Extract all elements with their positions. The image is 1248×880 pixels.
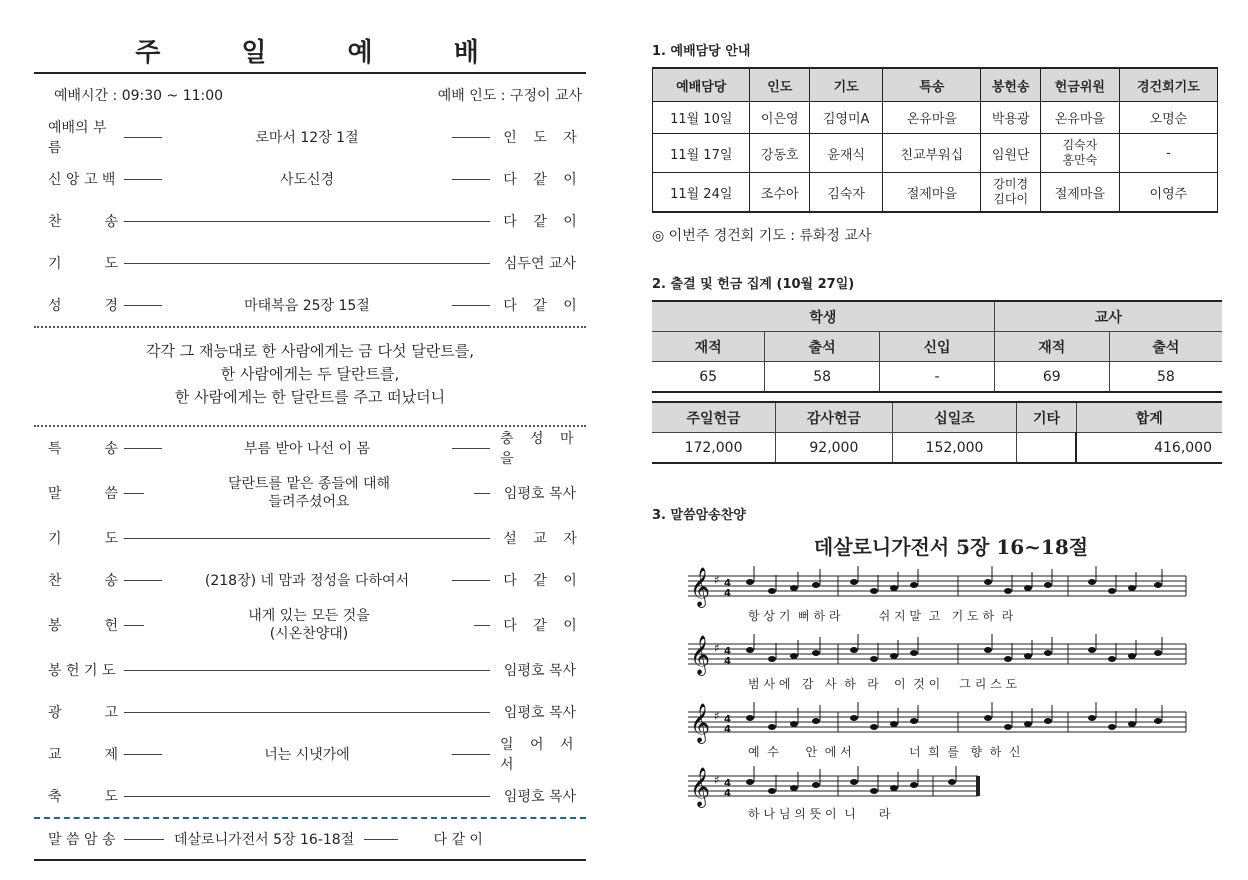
note-head	[1088, 579, 1096, 585]
note-head	[1128, 653, 1136, 659]
table-row	[653, 102, 1218, 134]
connector-line	[124, 796, 490, 797]
order-person	[490, 253, 586, 273]
connector-line	[452, 580, 490, 581]
order-label	[34, 786, 124, 806]
table-header: 재적	[994, 332, 1109, 362]
note-head	[790, 721, 798, 727]
order-row	[34, 601, 586, 649]
order-detail-line: 사도신경	[279, 172, 335, 188]
order-row	[34, 427, 586, 469]
table-cell: 절제마을	[1040, 173, 1119, 213]
table-header: 특송	[883, 68, 981, 102]
order-row	[34, 242, 586, 284]
note-head	[890, 653, 898, 659]
connector-line	[452, 137, 490, 138]
order-list-2	[34, 427, 586, 817]
table-cell: 65	[652, 362, 765, 393]
table-cell	[981, 173, 1041, 213]
order-person	[490, 483, 586, 503]
order-label-text: 신 앙 고 백	[48, 172, 116, 188]
section-heading: 3. 말씀암송찬양	[652, 508, 746, 523]
note-head	[850, 579, 858, 585]
order-person-text: 임평호 목사	[503, 663, 576, 679]
table-header: 기타	[1017, 402, 1076, 433]
table-cell: 이은영	[750, 102, 810, 134]
note-head	[746, 715, 754, 721]
table-cell: 강동호	[750, 134, 810, 173]
order-person: 다 같 이	[433, 832, 483, 848]
table-row	[653, 173, 1218, 213]
verse-line: 각각 그 재능대로 한 사람에게는 금 다섯 달란트를,	[146, 342, 474, 360]
order-row	[34, 158, 586, 200]
note-head	[790, 785, 798, 791]
table-cell	[1017, 433, 1076, 464]
order-detail-line: 내게 있는 모든 것을	[248, 608, 370, 624]
section-heading: 1. 예배담당 안내	[652, 44, 751, 59]
lyrics-line: 항 상 기 뻐 하 라 쉬 지 말 고 기 도 하 라	[748, 609, 1014, 623]
note-head	[910, 718, 918, 724]
table-cell: 친교부워십	[883, 134, 981, 173]
treble-clef: 𝄞	[690, 635, 711, 675]
note-head	[746, 779, 754, 785]
order-person-text: 임평호 목사	[503, 789, 576, 805]
table-cell: 11월 10일	[653, 102, 750, 134]
note-head	[890, 721, 898, 727]
order-person	[490, 734, 586, 774]
order-label	[34, 211, 124, 231]
service-info	[34, 74, 586, 116]
order-detail	[144, 607, 474, 643]
table-cell: 박용광	[981, 102, 1041, 134]
duty-table	[652, 67, 1218, 213]
connector-line	[124, 221, 490, 222]
order-row	[34, 733, 586, 775]
order-person-text: 설 교 자	[503, 531, 583, 547]
order-detail	[162, 127, 452, 147]
table-cell: 11월 17일	[653, 134, 750, 173]
note-head	[768, 788, 776, 794]
cell-line: 홍만숙	[1062, 153, 1098, 167]
order-person	[490, 660, 586, 680]
order-label-text: 찬	[48, 214, 62, 230]
order-label-text: 봉 헌 기 도	[48, 663, 116, 679]
order-person	[490, 428, 586, 468]
order-person-text: 인 도 자	[503, 130, 583, 146]
note-head	[870, 788, 878, 794]
time-signature: 4	[724, 656, 731, 667]
connector-line	[452, 448, 490, 449]
table-cell: 김영미A	[810, 102, 883, 134]
note-head	[1108, 656, 1116, 662]
prayer-note: ◎ 이번주 경건회 기도 : 류화정 교사	[652, 228, 872, 244]
note-head	[812, 650, 820, 656]
music-score	[688, 564, 1208, 834]
connector-line	[124, 493, 144, 494]
note-head	[790, 585, 798, 591]
table-header: 경건회기도	[1119, 68, 1217, 102]
table-cell: 152,000	[892, 433, 1017, 464]
order-row	[34, 517, 586, 559]
note-head	[1088, 647, 1096, 653]
order-label-text: 기	[48, 256, 62, 272]
table-cell: 416,000	[1076, 433, 1222, 464]
time-signature: 4	[724, 646, 731, 657]
order-label-text: 봉	[48, 618, 62, 634]
order-detail-line: 달란트를 맡은 종들에 대해	[227, 476, 391, 492]
order-detail-line: 너는 시냇가에	[264, 747, 350, 763]
order-person-text: 충 성 마 을	[500, 431, 580, 467]
order-label-text: 송	[104, 573, 118, 589]
note-head	[1024, 585, 1032, 591]
order-person	[490, 570, 586, 590]
table-cell: 오명순	[1119, 102, 1217, 134]
table-row	[653, 134, 1218, 173]
note-head	[1154, 582, 1162, 588]
order-label	[34, 744, 124, 764]
order-person-text: 다 같 이	[503, 214, 583, 230]
key-signature: ♯	[714, 573, 720, 587]
scripture-verse	[34, 328, 586, 425]
connector-line	[124, 670, 490, 671]
treble-clef: 𝄞	[690, 767, 711, 807]
order-label-text: 헌	[104, 618, 118, 634]
cell-line: 김숙자	[1062, 138, 1098, 152]
table-cell: 절제마을	[883, 173, 981, 213]
note-head	[910, 782, 918, 788]
treble-clef: 𝄞	[690, 703, 711, 743]
service-leader: 예배 인도 : 구정이 교사	[437, 88, 582, 104]
note-head	[910, 650, 918, 656]
connector-line	[124, 137, 162, 138]
note-head	[1004, 588, 1012, 594]
section-heading: 2. 출결 및 헌금 집계 (10월 27일)	[652, 277, 855, 292]
connector-line	[452, 179, 490, 180]
order-person	[490, 211, 586, 231]
order-person-text: 임평호 목사	[503, 486, 576, 502]
note-head	[910, 582, 918, 588]
order-person-text: 다 같 이	[503, 573, 583, 589]
table-cell: -	[880, 362, 995, 393]
table-cell: 58	[765, 362, 880, 393]
order-label-text: 도	[104, 256, 118, 272]
note-head	[790, 653, 798, 659]
order-person	[490, 169, 586, 189]
group-student: 학생	[652, 301, 994, 332]
order-row	[34, 284, 586, 326]
cell-line: 김다이	[993, 192, 1029, 206]
order-row	[34, 116, 586, 158]
order-row	[34, 559, 586, 601]
order-person-text: 심두연 교사	[503, 256, 576, 272]
table-header: 인도	[750, 68, 810, 102]
connector-line	[364, 839, 398, 840]
note-head	[768, 588, 776, 594]
order-person-text: 다 같 이	[503, 298, 583, 314]
order-detail-line: (218장) 네 맘과 정성을 다하여서	[204, 573, 410, 589]
verse-line: 한 사람에게는 두 달란트를,	[220, 365, 400, 383]
table-header: 주일헌금	[652, 402, 776, 433]
connector-line	[452, 754, 490, 755]
note-head	[1154, 650, 1162, 656]
note-head	[850, 715, 858, 721]
note-head	[746, 647, 754, 653]
table-header: 예배담당	[653, 68, 750, 102]
note-head	[812, 582, 820, 588]
order-person-text: 일 어 서 서	[500, 737, 580, 773]
order-person-text: 다 같 이	[503, 172, 583, 188]
order-label	[34, 295, 124, 315]
order-label	[34, 660, 124, 680]
table-cell: -	[1119, 134, 1217, 173]
table-header: 기도	[810, 68, 883, 102]
table-cell: 58	[1109, 362, 1222, 393]
order-label-text: 성	[48, 298, 62, 314]
table-header: 봉헌송	[981, 68, 1041, 102]
note-head	[746, 579, 754, 585]
note-head	[870, 724, 878, 730]
note-head	[1108, 724, 1116, 730]
order-label-text: 찬	[48, 573, 62, 589]
table-cell: 172,000	[652, 433, 776, 464]
order-row	[34, 775, 586, 817]
order-row	[34, 691, 586, 733]
treble-clef: 𝄞	[690, 567, 711, 607]
time-signature: 4	[724, 724, 731, 735]
order-list-1	[34, 116, 586, 326]
table-cell: 69	[994, 362, 1109, 393]
table-cell: 조수아	[750, 173, 810, 213]
time-signature: 4	[724, 788, 731, 799]
order-detail	[162, 744, 452, 764]
note-head	[812, 718, 820, 724]
note-head	[1024, 653, 1032, 659]
connector-line	[124, 839, 164, 840]
time-signature: 4	[724, 588, 731, 599]
note-head	[890, 785, 898, 791]
note-head	[812, 782, 820, 788]
order-detail	[144, 475, 474, 511]
note-head	[1024, 721, 1032, 727]
table-header: 출석	[765, 332, 880, 362]
connector-line	[124, 538, 490, 539]
table-cell: 온유마을	[883, 102, 981, 134]
order-row	[34, 649, 586, 691]
order-row	[34, 469, 586, 517]
order-label	[34, 253, 124, 273]
key-signature: ♯	[714, 709, 720, 723]
order-label	[34, 169, 124, 189]
table-cell: 김숙자	[810, 173, 883, 213]
order-label-text: 도	[104, 531, 118, 547]
order-label	[34, 528, 124, 548]
order-label-text: 말	[48, 486, 62, 502]
order-person-text: 임평호 목사	[503, 705, 576, 721]
connector-line	[124, 263, 490, 264]
note-head	[1128, 585, 1136, 591]
order-detail	[162, 169, 452, 189]
cell-line: 강미경	[993, 177, 1029, 191]
order-detail	[162, 570, 452, 590]
order-person	[490, 702, 586, 722]
verse-line: 한 사람에게는 한 달란트를 주고 떠났더니	[174, 388, 446, 406]
note-head	[1108, 588, 1116, 594]
order-label	[34, 117, 124, 157]
order-label-text: 씀	[104, 486, 118, 502]
table-header: 감사헌금	[776, 402, 893, 433]
note-head	[768, 656, 776, 662]
order-label-text: 도	[104, 789, 118, 805]
time-signature: 4	[724, 778, 731, 789]
note-head	[984, 715, 992, 721]
note-head	[768, 724, 776, 730]
order-detail-line: (시온찬양대)	[269, 626, 349, 642]
note-head	[948, 779, 956, 785]
table-header: 재적	[652, 332, 765, 362]
order-label-text: 특	[48, 441, 62, 457]
note-head	[1044, 650, 1052, 656]
time-signature: 4	[724, 578, 731, 589]
note-head	[1004, 656, 1012, 662]
order-detail-line: 부름 받아 나선 이 몸	[244, 441, 370, 457]
connector-line	[124, 305, 162, 306]
note-head	[984, 647, 992, 653]
divider	[34, 859, 586, 861]
group-teacher: 교사	[994, 301, 1222, 332]
table-header: 헌금위원	[1040, 68, 1119, 102]
order-person	[490, 295, 586, 315]
connector-line	[124, 580, 162, 581]
key-signature: ♯	[714, 641, 720, 655]
order-label-text: 예배의 부름	[48, 120, 107, 156]
table-header: 십일조	[892, 402, 1017, 433]
order-row	[34, 200, 586, 242]
order-detail	[162, 295, 452, 315]
order-label-text: 고	[104, 705, 118, 721]
lyrics-line: 예 수 안 에 서 너 희 를 향 하 신	[748, 745, 1021, 759]
note-head	[1044, 582, 1052, 588]
page-title: 주 일 예 배	[135, 38, 515, 68]
order-label	[34, 570, 124, 590]
order-label-text: 기	[48, 531, 62, 547]
table-header: 신입	[880, 332, 995, 362]
order-detail: 데살로니가전서 5장 16-18절	[174, 832, 355, 848]
connector-line	[124, 625, 144, 626]
order-label: 말 씀 암 송	[48, 832, 116, 848]
service-time: 예배시간 : 09:30 ~ 11:00	[54, 88, 224, 104]
note-head	[1128, 721, 1136, 727]
table-cell: 11월 24일	[653, 173, 750, 213]
order-detail	[162, 438, 452, 458]
table-cell: 이영주	[1119, 173, 1217, 213]
order-label	[34, 438, 124, 458]
note-head	[984, 579, 992, 585]
order-label	[34, 702, 124, 722]
time-signature: 4	[724, 714, 731, 725]
note-head	[1088, 715, 1096, 721]
order-person-text: 다 같 이	[503, 618, 583, 634]
order-label-text: 광	[48, 705, 62, 721]
connector-line	[124, 179, 162, 180]
table-cell: 92,000	[776, 433, 893, 464]
note-head	[1004, 724, 1012, 730]
order-label-text: 송	[104, 441, 118, 457]
order-detail-line: 마태복음 25장 15절	[244, 298, 370, 314]
table-cell: 임원단	[981, 134, 1041, 173]
order-label-text: 송	[104, 214, 118, 230]
attendance-table	[652, 300, 1222, 393]
table-header: 합계	[1076, 402, 1222, 433]
connector-line	[452, 305, 490, 306]
order-person	[490, 786, 586, 806]
order-label-text: 교	[48, 747, 62, 763]
worship-order-panel	[34, 34, 586, 861]
note-head	[1154, 718, 1162, 724]
table-cell	[1040, 134, 1119, 173]
order-detail-line: 로마서 12장 1절	[255, 130, 359, 146]
lyrics-line: 범 사 에 감 사 하 라 이 것 이 그 리 스 도	[748, 677, 1018, 691]
order-person	[490, 615, 586, 635]
connector-line	[124, 712, 490, 713]
order-label-text: 축	[48, 789, 62, 805]
connector-line	[124, 448, 162, 449]
table-cell: 윤재식	[810, 134, 883, 173]
order-person	[490, 528, 586, 548]
connector-line	[474, 625, 490, 626]
connector-line	[474, 493, 490, 494]
note-head	[890, 585, 898, 591]
connector-line	[124, 754, 162, 755]
offering-table	[652, 401, 1222, 464]
info-panel	[652, 40, 1222, 834]
note-head	[870, 588, 878, 594]
score-title: 데살로니가전서 5장 16~18절	[813, 535, 1089, 559]
note-head	[870, 656, 878, 662]
order-label-text: 경	[104, 298, 118, 314]
order-label	[34, 615, 124, 635]
order-label	[34, 483, 124, 503]
table-cell: 온유마을	[1040, 102, 1119, 134]
order-person	[490, 127, 586, 147]
note-head	[1044, 718, 1052, 724]
key-signature: ♯	[714, 773, 720, 787]
order-label-text: 제	[104, 747, 118, 763]
lyrics-line: 하 나 님 의 뜻 이 니 라	[748, 807, 891, 821]
order-detail-line: 들려주셨어요	[268, 494, 350, 510]
note-head	[850, 779, 858, 785]
order-row-memorization	[34, 819, 586, 859]
table-header: 출석	[1109, 332, 1222, 362]
note-head	[850, 647, 858, 653]
